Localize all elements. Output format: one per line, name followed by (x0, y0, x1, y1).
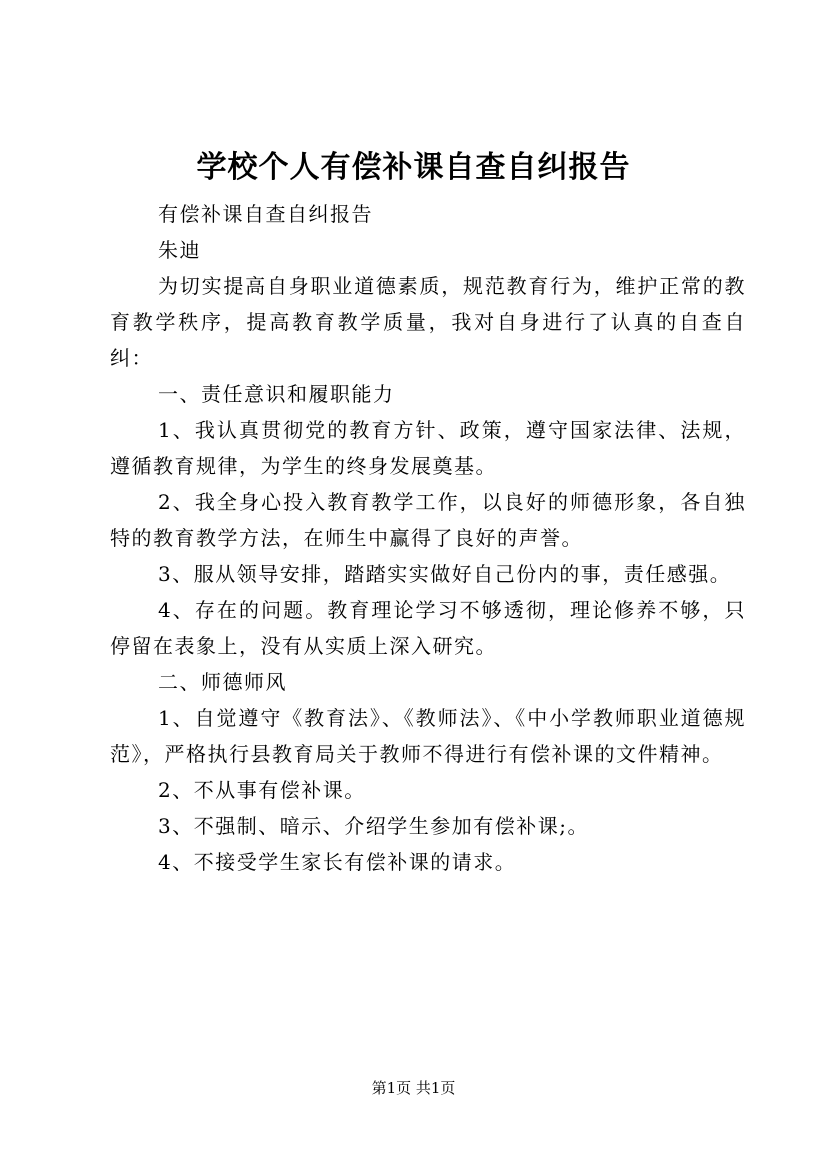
paragraph-item: 1、自觉遵守《教育法》、《教师法》、《中小学教师职业道德规范》，严格执行县教育局关于教师不得进行有偿补课的文件精神。 (110, 706, 746, 766)
document-title: 学校个人有偿补课自查自纠报告 (196, 150, 631, 185)
section-heading-ethics: 二、师德师风 (158, 670, 287, 694)
paragraph-item: 3、服从领导安排，踏踏实实做好自己份内的事，责任感强。 (158, 562, 732, 586)
paragraph-item: 4、不接受学生家长有偿补课的请求。 (158, 850, 517, 874)
subtitle: 有偿补课自查自纠报告 (158, 202, 373, 226)
intro-paragraph: 为切实提高自身职业道德素质，规范教育行为，维护正常的教育教学秩序，提高教育教学质量，我对自身进行了认真的自查自纠： (110, 274, 746, 370)
paragraph-item: 2、我全身心投入教育教学工作，以良好的师德形象，各自独特的教育教学方法，在师生中赢得了良好的声誉。 (110, 490, 746, 550)
section-heading-responsibility: 一、责任意识和履职能力 (158, 382, 395, 406)
paragraph-item: 1、我认真贯彻党的教育方针、政策，遵守国家法律、法规，遵循教育规律，为学生的终身发展奠基。 (110, 418, 746, 478)
author-name: 朱迪 (158, 238, 201, 262)
paragraph-item: 3、不强制、暗示、介绍学生参加有偿补课;。 (158, 814, 589, 838)
paragraph-item: 4、存在的问题。教育理论学习不够透彻，理论修养不够，只停留在表象上，没有从实质上深入研究。 (110, 598, 746, 658)
page-number-footer: 第1页 共1页 (371, 1079, 456, 1097)
paragraph-item: 2、不从事有偿补课。 (158, 778, 366, 802)
document-body (110, 196, 746, 880)
